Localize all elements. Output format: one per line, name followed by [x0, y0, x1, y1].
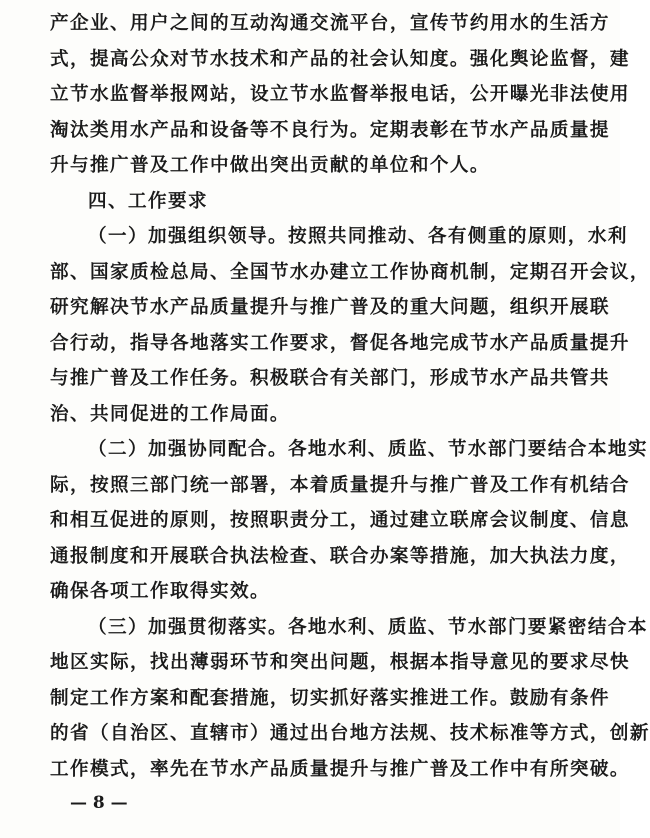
body-text-line: 工作模式，率先在节水产品质量提升与推广普及工作中有所突破。 — [50, 758, 630, 780]
body-text-line: 制定工作方案和配套措施，切实抓好落实推进工作。鼓励有条件 — [50, 687, 610, 709]
body-text-line: 部、国家质检总局、全国节水办建立工作协商机制，定期召开会议， — [50, 261, 650, 283]
body-text-line: 产企业、用户之间的互动沟通交流平台，宣传节约用水的生活方 — [50, 13, 610, 34]
body-text-line: 治、共同促进的工作局面。 — [50, 403, 290, 425]
body-text-line: 通报制度和开展联合执法检查、联合办案等措施，加大执法力度， — [50, 545, 630, 567]
body-text-line: 地区实际，找出薄弱环节和突出问题，根据本指导意见的要求尽快 — [50, 652, 630, 673]
paragraph-first-line: （二）加强协同配合。各地水利、质监、节水部门要结合本地实 — [88, 439, 648, 460]
paragraph-first-line: （一）加强组织领导。按照共同推动、各有侧重的原则，水利 — [88, 226, 628, 247]
page-number: — 8 — — [70, 793, 128, 813]
body-text-line: 和相互促进的原则，按照职责分工，通过建立联席会议制度、信息 — [50, 510, 630, 531]
body-text-line: 淘汰类用水产品和设备等不良行为。定期表彰在节水产品质量提 — [50, 119, 610, 141]
body-text-line: 的省（自治区、直辖市）通过出台地方法规、技术标准等方式，创新 — [50, 723, 650, 744]
section-heading: 四、工作要求 — [88, 190, 208, 212]
body-text-line: 式，提高公众对节水技术和产品的社会认知度。强化舆论监督，建 — [50, 48, 630, 70]
body-text-line: 确保各项工作取得实效。 — [50, 581, 270, 602]
body-text-line: 与推广普及工作任务。积极联合有关部门，形成节水产品共管共 — [50, 368, 610, 389]
paragraph-first-line: （三）加强贯彻落实。各地水利、质监、节水部门要紧密结合本 — [88, 616, 648, 638]
body-text-line: 际，按照三部门统一部署，本着质量提升与推广普及工作有机结合 — [50, 474, 630, 496]
body-text-line: 升与推广普及工作中做出突出贡献的单位和个人。 — [50, 155, 490, 176]
body-text-line: 合行动，指导各地落实工作要求，督促各地完成节水产品质量提升 — [50, 332, 630, 354]
body-text-line: 立节水监督举报网站，设立节水监督举报电话，公开曝光非法使用 — [50, 84, 630, 105]
body-text-line: 研究解决节水产品质量提升与推广普及的重大问题，组织开展联 — [50, 297, 610, 318]
